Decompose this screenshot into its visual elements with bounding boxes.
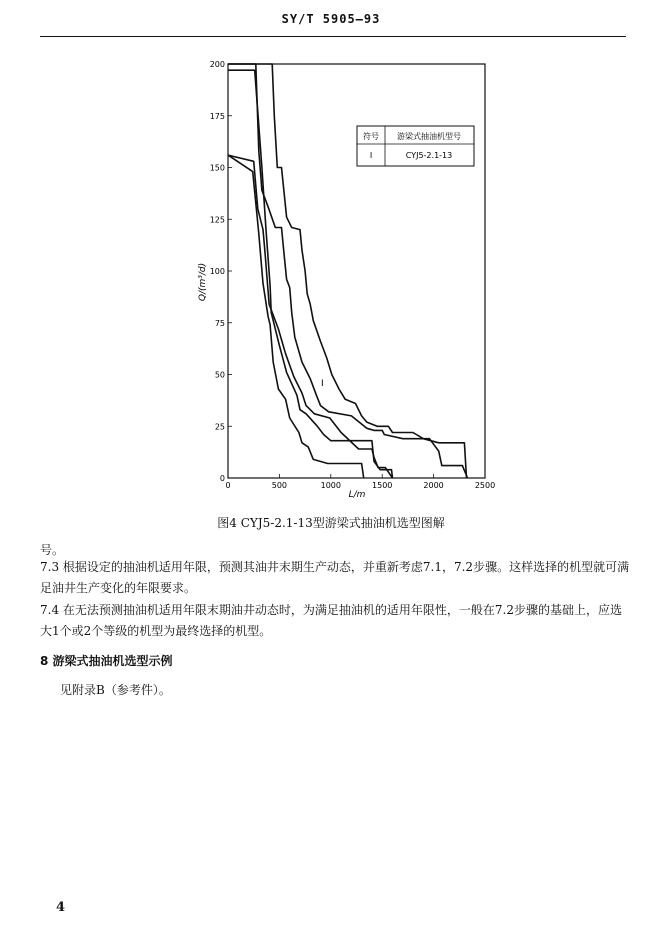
x-tick-label: 500 bbox=[271, 481, 288, 490]
legend-symbol: I bbox=[369, 151, 373, 160]
y-tick-label: 125 bbox=[209, 215, 225, 225]
header-rule bbox=[40, 36, 626, 37]
y-tick-label: 50 bbox=[214, 370, 225, 380]
figure-caption: 图4 CYJ5-2.1-13型游梁式抽油机选型图解 bbox=[217, 516, 445, 530]
selection-chart bbox=[195, 52, 515, 502]
legend-header-symbol: 符号 bbox=[363, 132, 379, 141]
series-line-2 bbox=[228, 155, 393, 478]
y-axis-label: Q/(m³/d) bbox=[198, 262, 208, 302]
y-tick-label: 175 bbox=[209, 111, 225, 121]
legend-table bbox=[357, 126, 474, 166]
y-tick-label: 200 bbox=[209, 60, 225, 69]
paragraph-7-3: 7.3 根据设定的抽油机适用年限，预测其油井末期生产动态，并重新考虑7.1，7.2步骤。这样选择的机型就可满足油井生产变化的年限要求。 bbox=[40, 560, 630, 595]
y-tick-labels bbox=[210, 60, 225, 483]
x-tick-label: 2500 bbox=[474, 481, 496, 490]
paragraph-cont: 号。 bbox=[40, 543, 65, 557]
paragraph-8: 见附录B（参考件）。 bbox=[60, 683, 171, 697]
x-tick-label: 2000 bbox=[423, 481, 444, 490]
standard-header: SY/T 5905—93 bbox=[281, 12, 381, 26]
x-axis-label: L/m bbox=[348, 490, 366, 500]
section-8-heading: 8 游梁式抽油机选型示例 bbox=[40, 654, 173, 668]
curve-label-i: I bbox=[321, 379, 324, 389]
page-number: 4 bbox=[56, 900, 66, 915]
x-tick-label: 1000 bbox=[320, 481, 341, 490]
paragraph-7-4: 7.4 在无法预测抽油机适用年限末期油井动态时，为满足抽油机的适用年限性，一般在7.2步骤的基础上，应选大1个或2个等级的机型为最终选择的机型。 bbox=[40, 603, 622, 638]
x-tick-labels bbox=[225, 481, 495, 490]
y-tick-label: 25 bbox=[214, 422, 225, 432]
y-tick-label: 0 bbox=[219, 474, 225, 483]
y-tick-label: 150 bbox=[209, 163, 225, 173]
legend-header-model: 游梁式抽油机型号 bbox=[397, 132, 461, 141]
x-tick-label: 1500 bbox=[372, 481, 393, 490]
legend-model: CYJ5-2.1-13 bbox=[405, 151, 453, 160]
y-tick-label: 75 bbox=[214, 318, 225, 328]
x-tick-label: 0 bbox=[225, 481, 231, 490]
series-line-3 bbox=[228, 155, 364, 478]
y-tick-label: 100 bbox=[209, 267, 225, 276]
